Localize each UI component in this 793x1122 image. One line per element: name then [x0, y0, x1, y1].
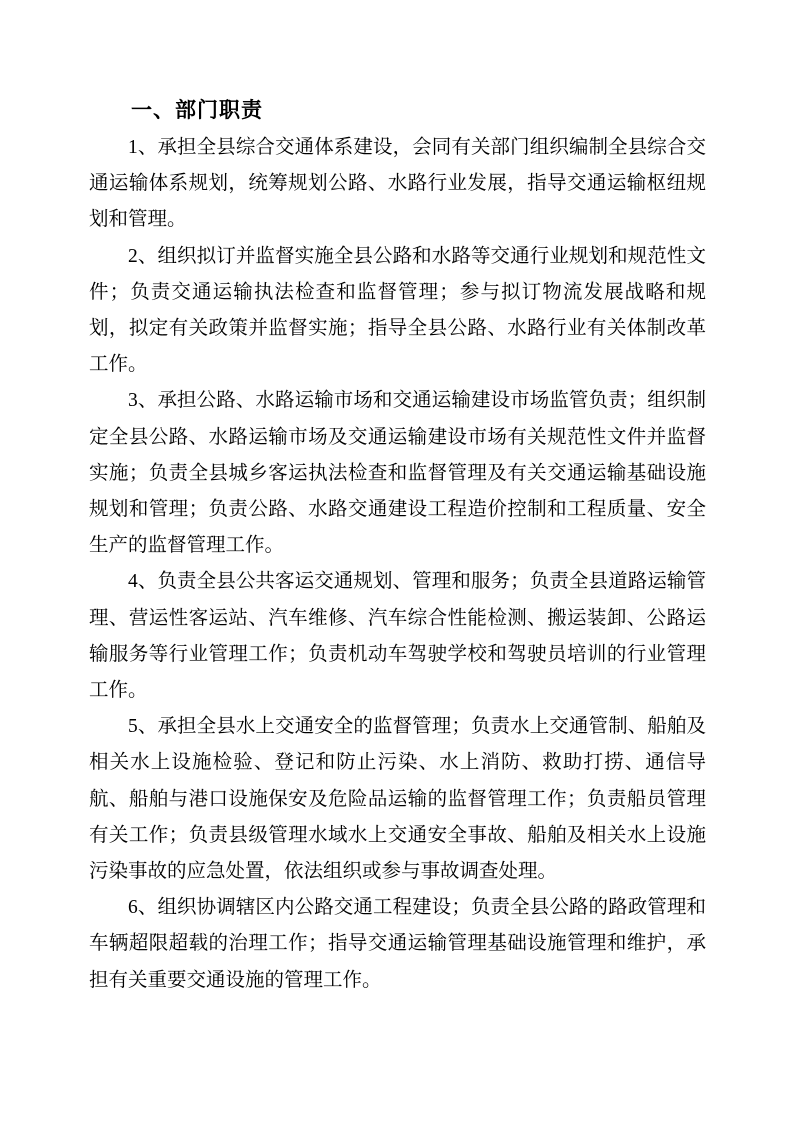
paragraph: 5、承担全县水上交通安全的监督管理；负责水上交通管制、船舶及相关水上设施检验、登记和防止污染、水上消防、救助打捞、通信导航、船舶与港口设施保安及危险品运输的监督管理工作；负责船员管理有关工作；负责县级管理水域水上交通安全事故、船舶及相关水上设施污染事故的应急处置，依法组织或参与事故调查处理。: [89, 716, 706, 883]
paragraph-list: [89, 130, 706, 999]
paragraph: 1、承担全县综合交通体系建设，会同有关部门组织编制全县综合交通运输体系规划，统筹规划公路、水路行业发展，指导交通运输枢纽规划和管理。: [89, 137, 706, 231]
section-heading: 一、部门职责: [131, 99, 263, 122]
paragraph: 3、承担公路、水路运输市场和交通运输建设市场监管负责；组织制定全县公路、水路运输市场及交通运输建设市场有关规范性文件并监督实施；负责全县城乡客运执法检查和监督管理及有关交通运输基础设施规划和管理；负责公路、水路交通建设工程造价控制和工程质量、安全生产的监督管理工作。: [89, 390, 706, 557]
paragraph: 2、组织拟订并监督实施全县公路和水路等交通行业规划和规范性文件；负责交通运输执法检查和监督管理；参与拟订物流发展战略和规划，拟定有关政策并监督实施；指导全县公路、水路行业有关体制改革工作。: [89, 245, 706, 376]
paragraph: 6、组织协调辖区内公路交通工程建设；负责全县公路的路政管理和车辆超限超载的治理工作；指导交通运输管理基础设施管理和维护，承担有关重要交通设施的管理工作。: [89, 897, 706, 991]
paragraph: 4、负责全县公共客运交通规划、管理和服务；负责全县道路运输管理、营运性客运站、汽车维修、汽车综合性能检测、搬运装卸、公路运输服务等行业管理工作；负责机动车驾驶学校和驾驶员培训的行业管理工作。: [89, 571, 706, 702]
document-content: [89, 92, 706, 999]
